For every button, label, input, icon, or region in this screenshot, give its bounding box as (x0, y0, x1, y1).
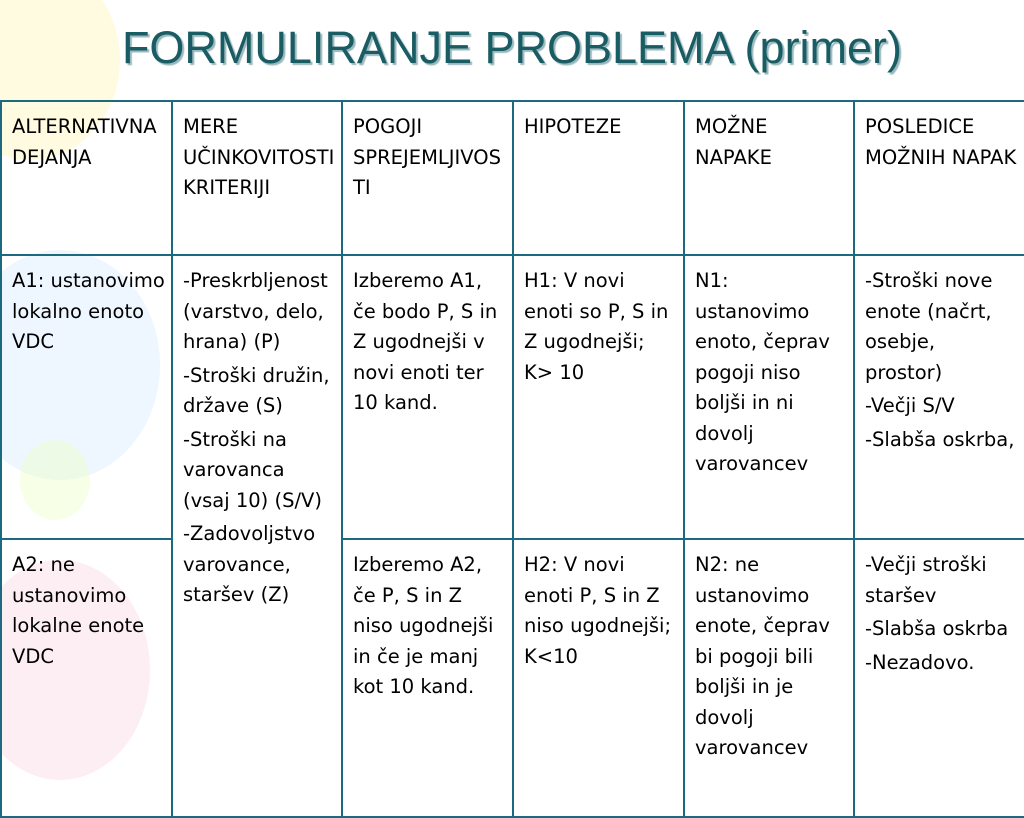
consequence-item: -Večji stroški staršev (865, 553, 987, 607)
condition-cell: Izberemo A1, če bodo P, S in Z ugodnejši v novi enoti ter 10 kand. (342, 255, 513, 539)
alternative-cell: A2: ne ustanovimo lokalne enote VDC (1, 539, 172, 817)
header-cell-criteria: MERE UČINKOVITOSTI KRITERIJI (172, 101, 342, 255)
error-cell: N1: ustanovimo enoto, čeprav pogoji niso boljši in ni dovolj varovancev (684, 255, 854, 539)
page-title: FORMULIRANJE PROBLEMA (primer) (121, 22, 903, 73)
consequence-item: -Slabša oskrba (865, 617, 1009, 640)
condition-cell: Izberemo A2, če P, S in Z niso ugodnejši in če je manj kot 10 kand. (342, 539, 513, 817)
table-row (1, 255, 1024, 539)
consequence-cell (854, 255, 1024, 539)
consequence-item: -Slabša oskrba, (865, 427, 1015, 451)
table-row (1, 539, 1024, 817)
header-cell-errors: MOŽNE NAPAKE (684, 101, 854, 255)
hypothesis-cell: H2: V novi enoti P, S in Z niso ugodnejši; K<10 (513, 539, 684, 817)
hypothesis-cell: H1: V novi enoti so P, S in Z ugodnejši; K> 10 (513, 255, 684, 539)
consequence-cell (854, 539, 1024, 817)
consequence-item: -Nezadovo. (865, 650, 975, 674)
criteria-item: -Stroški družin, države (S) (183, 363, 330, 417)
consequence-item: -Večji S/V (865, 394, 955, 417)
table-header-row (1, 101, 1024, 255)
criteria-item: -Zadovoljstvo varovance, staršev (Z) (183, 522, 316, 606)
consequence-item: -Stroški nove enote (načrt, osebje, prostor) (865, 269, 993, 384)
criteria-cell (172, 255, 342, 817)
criteria-item: -Stroški na varovanca (vsaj 10) (S/V) (183, 427, 322, 512)
error-cell: N2: ne ustanovimo enote, čeprav bi pogoji bili boljši in je dovolj varovancev (684, 539, 854, 817)
header-cell-alternatives: ALTERNATIVNA DEJANJA (1, 101, 172, 255)
header-cell-consequences: POSLEDICE MOŽNIH NAPAK (854, 101, 1024, 255)
alternative-cell: A1: ustanovimo lokalno enoto VDC (1, 255, 172, 539)
criteria-item: -Preskrbljenost (varstvo, delo, hrana) (P) (183, 269, 328, 353)
header-cell-conditions: POGOJI SPREJEMLJIVOSTI (342, 101, 513, 255)
header-cell-hypotheses: HIPOTEZE (513, 101, 684, 255)
problem-table (0, 100, 1024, 818)
